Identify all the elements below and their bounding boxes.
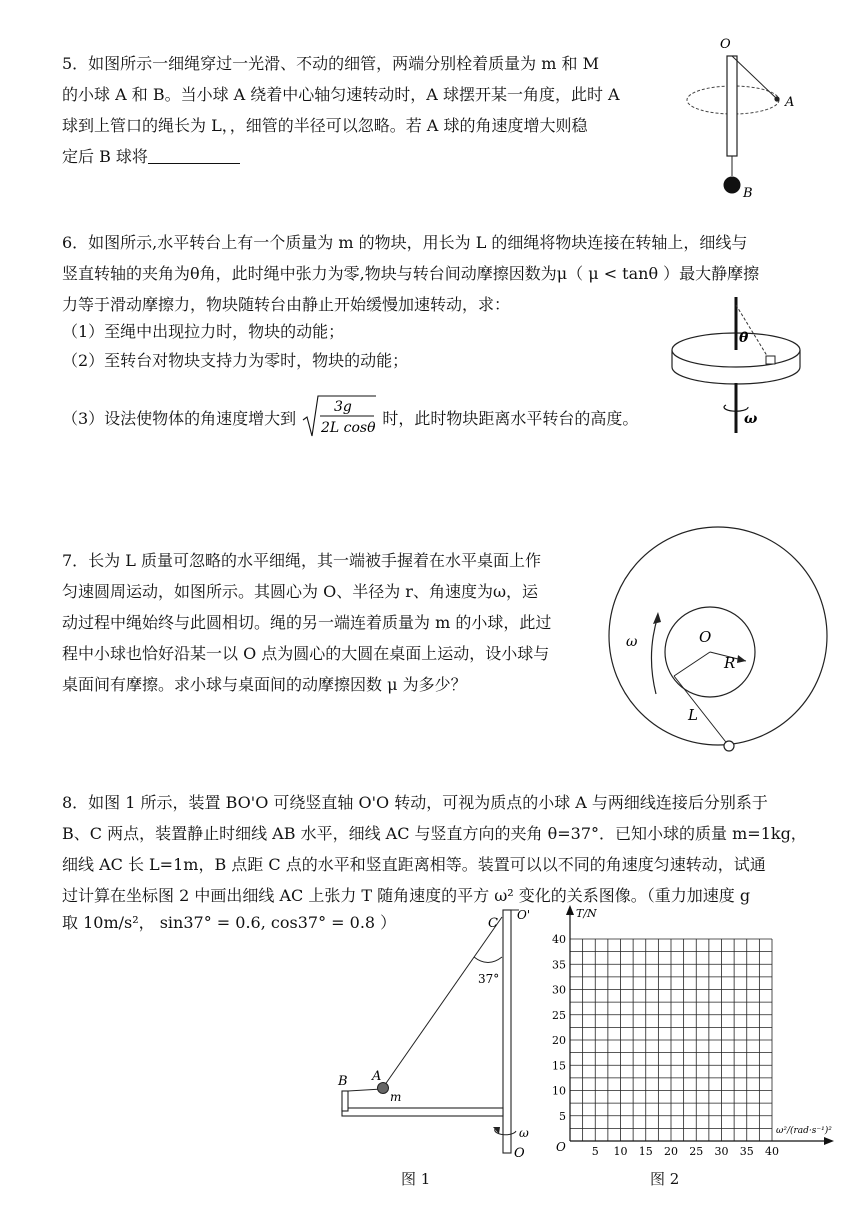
q6-part3-prefix: （3）设法使物体的角速度增大到 xyxy=(62,409,297,428)
y-tick-label: 25 xyxy=(552,1008,566,1022)
q8-figure-2 xyxy=(548,905,838,1165)
q5-line-2: 的小球 A 和 B。当小球 A 绕着中心轴匀速转动时，A 球摆开某一角度，此时 A xyxy=(62,85,620,104)
q8-label-angle: 37° xyxy=(478,972,500,986)
q7-radius-to-tangent xyxy=(674,652,710,676)
q8-x-label: ω²/(rad·s⁻¹)² xyxy=(776,1126,832,1136)
q5-tube xyxy=(727,56,737,156)
q8-stub-b xyxy=(342,1091,348,1111)
q7-line-5: 桌面间有摩擦。求小球与桌面间的动摩擦因数 μ 为多少？ xyxy=(62,675,467,694)
q7-line-2: 匀速圆周运动，如图所示。其圆心为 O、半径为 r、角速度为ω，运 xyxy=(62,582,538,601)
q8-fig1-caption: 图 1 xyxy=(401,1170,431,1188)
q5-label-a: A xyxy=(785,95,795,110)
q8-origin-label: O xyxy=(556,1140,566,1154)
q8-label-o: O xyxy=(514,1146,525,1161)
q5-figure xyxy=(676,30,816,205)
q6-label-omega: ω xyxy=(744,411,758,427)
q8-label-omega: ω xyxy=(519,1126,529,1140)
q5-ball-b xyxy=(724,177,741,194)
x-tick-label: 30 xyxy=(714,1145,729,1158)
q8-x-axis-arrow xyxy=(824,1137,834,1145)
q5-label-o: O xyxy=(720,37,731,52)
q7-string-l xyxy=(674,676,729,746)
q7-label-r: R xyxy=(724,654,736,672)
q7-label-o: O xyxy=(699,628,712,646)
q5-line-3: 球到上管口的绳长为 L，，细管的半径可以忽略。若 A 球的角速度增大则稳 xyxy=(62,116,588,135)
q8-y-label: T/N xyxy=(576,907,597,920)
x-tick-label: 35 xyxy=(739,1145,754,1158)
q6-figure xyxy=(668,295,808,435)
q6-label-theta: θ xyxy=(739,330,749,346)
q8-line-5: 取 10m/s²， sin37° = 0.6, cos37° = 0.8 ） xyxy=(62,913,397,932)
answer-blank[interactable] xyxy=(148,147,240,164)
q7-omega-arrow xyxy=(651,616,658,694)
q8-line-3: 细线 AC 长 L=1m，B 点距 C 点的水平和竖直距离相等。装置可以以不同的角速度匀速转动，试通 xyxy=(62,855,766,874)
y-tick-label: 30 xyxy=(552,983,566,997)
q8-label-b: B xyxy=(338,1074,348,1089)
q8-fig2-caption: 图 2 xyxy=(650,1170,680,1188)
q6-line-3: 力等于滑动摩擦力，物块随转台由静止开始缓慢加速转动，求： xyxy=(62,295,511,314)
q8-label-o-prime: O' xyxy=(517,908,531,922)
x-tick-label: 15 xyxy=(638,1145,653,1158)
x-tick-label: 25 xyxy=(689,1145,704,1158)
q8-string-ab xyxy=(348,1089,382,1091)
q8-label-a: A xyxy=(372,1069,382,1084)
q5-line-4-text: 定后 B 球将 xyxy=(62,147,148,166)
q6-denom: 2L cosθ xyxy=(321,420,376,436)
q7-line-4: 程中小球也恰好沿某一以 O 点为圆心的大圆在桌面上运动，设小球与 xyxy=(62,644,550,663)
y-tick-label: 35 xyxy=(552,958,566,972)
q6-part3-suffix: 时，此时物块距离水平转台的高度。 xyxy=(382,409,639,428)
y-tick-label: 40 xyxy=(552,933,566,946)
q8-vertical-post xyxy=(503,910,511,1153)
q7-line-3: 动过程中绳始终与此圆相切。绳的另一端连着质量为 m 的小球，此过 xyxy=(62,613,552,632)
y-tick-label: 15 xyxy=(552,1059,566,1073)
q6-block xyxy=(766,356,775,364)
q6-line-6 xyxy=(62,392,638,440)
q7-label-omega: ω xyxy=(626,634,638,650)
q7-ball xyxy=(724,741,734,751)
q5-line-4 xyxy=(62,146,240,168)
q7-big-circle xyxy=(609,527,827,745)
y-tick-label: 5 xyxy=(559,1109,566,1123)
q7-line-1: 7．长为 L 质量可忽略的水平细绳，其一端被手握着在水平桌面上作 xyxy=(62,551,541,570)
q6-line-1: 6．如图所示,水平转台上有一个质量为 m 的物块，用长为 L 的细绳将物块连接在转轴上，细线与 xyxy=(62,233,748,252)
q7-figure xyxy=(598,524,838,754)
y-tick-label: 10 xyxy=(552,1084,566,1098)
q6-sqrt xyxy=(301,392,377,440)
x-tick-label: 5 xyxy=(591,1145,599,1158)
x-tick-label: 10 xyxy=(613,1145,628,1158)
q5-line-1: 5．如图所示一细绳穿过一光滑、不动的细管，两端分别栓着质量为 m 和 M xyxy=(62,54,599,73)
q6-line-4: （1）至绳中出现拉力时，物块的动能； xyxy=(62,322,345,341)
q8-line-2: B、C 两点，装置静止时细线 AB 水平，细线 AC 与竖直方向的夹角 θ=37°．已知小球的质量 m=1kg， xyxy=(62,824,807,843)
q8-angle-arc xyxy=(474,957,502,963)
q8-line-4: 过计算在坐标图 2 中画出细线 AC 上张力 T 随角速度的平方 ω² 变化的关系图像。（重力加速度 g xyxy=(62,886,751,905)
q8-label-m: m xyxy=(390,1090,402,1104)
q5-label-b: B xyxy=(743,186,753,201)
q6-numer: 3g xyxy=(334,399,353,415)
x-tick-label: 20 xyxy=(664,1145,678,1158)
q8-label-c: C xyxy=(488,916,498,931)
q6-line-2: 竖直转轴的夹角为θ角，此时绳中张力为零,物块与转台间动摩擦因数为μ（ μ < tanθ ）最大静摩擦 xyxy=(62,264,760,283)
y-tick-label: 20 xyxy=(552,1034,566,1047)
q8-ball-a xyxy=(378,1083,389,1094)
q6-line-5: （2）至转台对物块支持力为零时，物块的动能； xyxy=(62,351,409,370)
q7-label-l: L xyxy=(688,706,698,724)
q8-line-1: 8．如图 1 所示，装置 BO'O 可绕竖直轴 O'O 转动，可视为质点的小球 A 与两细线连接后分别系于 xyxy=(62,793,768,812)
q8-string-ac xyxy=(382,917,502,1089)
q5-string-a xyxy=(732,56,776,98)
q8-y-axis-arrow xyxy=(566,905,574,915)
q8-horizontal-arm xyxy=(342,1108,503,1116)
q8-figure-1 xyxy=(330,905,540,1165)
x-tick-label: 40 xyxy=(765,1145,779,1158)
q5-ball-a xyxy=(774,96,779,101)
